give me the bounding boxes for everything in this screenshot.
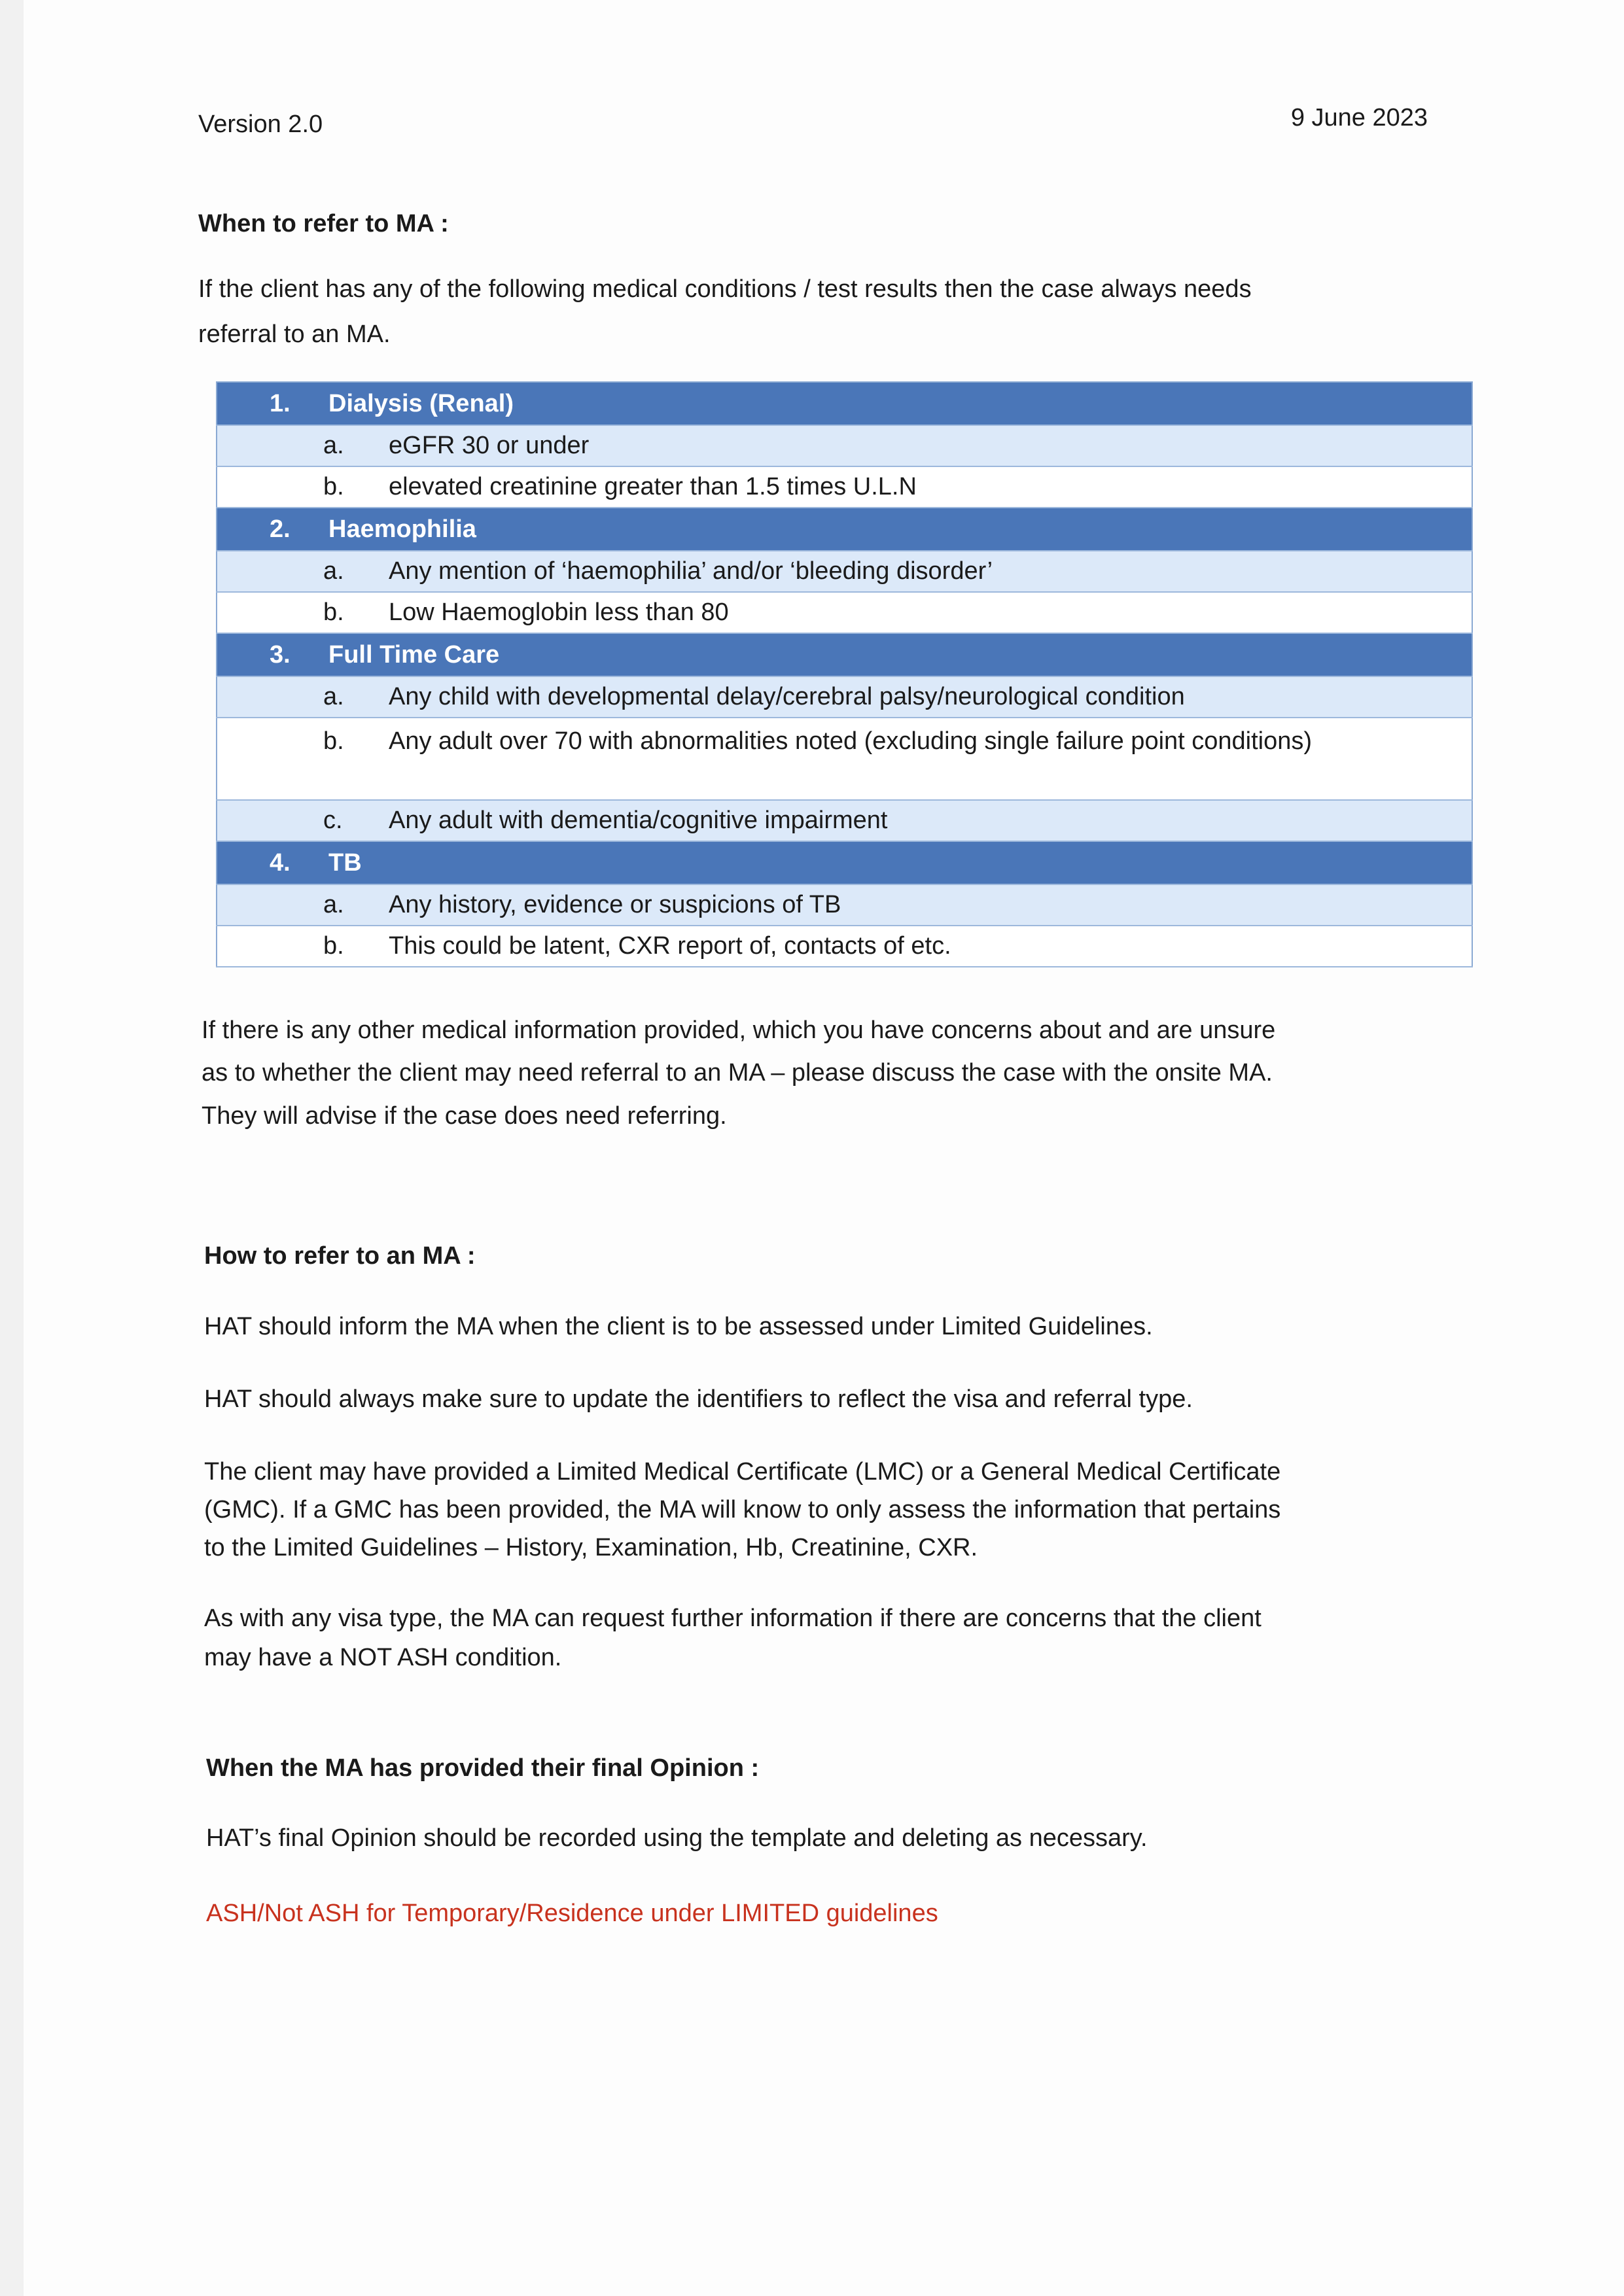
item-text: elevated creatinine greater than 1.5 times U.L.N (389, 473, 917, 500)
document-date: 9 June 2023 (1290, 104, 1428, 131)
section-header-row (217, 382, 1472, 425)
item-letter: a. (323, 683, 344, 710)
item-text: Any adult with dementia/cognitive impairment (389, 807, 888, 834)
condition-row (217, 676, 1472, 718)
condition-row (217, 592, 1472, 633)
item-letter: b. (323, 473, 344, 500)
condition-row (217, 425, 1472, 466)
item-text: Any child with developmental delay/cerebral palsy/neurological condition (389, 683, 1185, 710)
opinion-template-text: ASH/Not ASH for Temporary/Residence under LIMITED guidelines (206, 1900, 938, 1927)
referral-conditions-table (216, 381, 1473, 967)
item-letter: b. (323, 727, 344, 755)
condition-row (217, 466, 1472, 508)
section-number: 2. (270, 515, 291, 543)
final-opinion-heading: When the MA has provided their final Opinion : (206, 1754, 760, 1782)
item-text: Any adult over 70 with abnormalities noted (excluding single failure point conditions) (389, 727, 1313, 755)
item-letter: a. (323, 432, 344, 459)
section-header-row (217, 633, 1472, 676)
section-number: 3. (270, 640, 291, 669)
item-text: This could be latent, CXR report of, contacts of etc. (389, 932, 951, 960)
item-letter: b. (323, 599, 344, 626)
how-p4-line-1: As with any visa type, the MA can request further information if there are concerns that the client (204, 1605, 1262, 1632)
item-letter: a. (323, 557, 344, 585)
item-letter: a. (323, 891, 344, 918)
other-info-line-1: If there is any other medical information provided, which you have concerns about and are unsure (202, 1017, 1276, 1044)
how-p4-line-2: may have a NOT ASH condition. (204, 1644, 562, 1671)
section-number: 1. (270, 389, 291, 417)
section-header-row (217, 508, 1472, 551)
item-text: Any history, evidence or suspicions of TB (389, 891, 841, 918)
how-p2: HAT should always make sure to update the identifiers to reflect the visa and referral type. (204, 1385, 1193, 1413)
when-to-refer-heading: When to refer to MA : (198, 210, 449, 237)
item-text: eGFR 30 or under (389, 432, 590, 459)
item-letter: c. (323, 807, 343, 834)
section-title: Dialysis (Renal) (328, 389, 514, 417)
how-p1: HAT should inform the MA when the client is to be assessed under Limited Guidelines. (204, 1313, 1153, 1340)
scan-edge (0, 0, 24, 2296)
final-opinion-p1: HAT’s final Opinion should be recorded using the template and deleting as necessary. (206, 1824, 1148, 1852)
intro-line-1: If the client has any of the following medical conditions / test results then the case always needs (198, 275, 1252, 303)
condition-row (217, 800, 1472, 841)
item-letter: b. (323, 932, 344, 960)
version-label: Version 2.0 (198, 111, 323, 138)
other-info-line-2: as to whether the client may need referral to an MA – please discuss the case with the onsite MA. (202, 1059, 1273, 1087)
condition-row (217, 551, 1472, 592)
how-p3-line-1: The client may have provided a Limited Medical Certificate (LMC) or a General Medical Certificate (204, 1458, 1281, 1486)
section-title: Full Time Care (328, 640, 500, 669)
condition-row (217, 926, 1472, 967)
section-header-row (217, 841, 1472, 884)
how-p3-line-3: to the Limited Guidelines – History, Examination, Hb, Creatinine, CXR. (204, 1534, 978, 1561)
other-info-line-3: They will advise if the case does need referring. (202, 1102, 727, 1130)
how-p3-line-2: (GMC). If a GMC has been provided, the MA will know to only assess the information that pertains (204, 1496, 1281, 1523)
condition-row (217, 884, 1472, 926)
intro-line-2: referral to an MA. (198, 321, 391, 348)
item-text: Low Haemoglobin less than 80 (389, 599, 729, 626)
condition-row (217, 718, 1472, 800)
how-to-refer-heading: How to refer to an MA : (204, 1242, 476, 1270)
section-title: Haemophilia (328, 515, 476, 543)
section-title: TB (328, 848, 362, 877)
section-number: 4. (270, 848, 291, 877)
item-text: Any mention of ‘haemophilia’ and/or ‘bleeding disorder’ (389, 557, 993, 585)
